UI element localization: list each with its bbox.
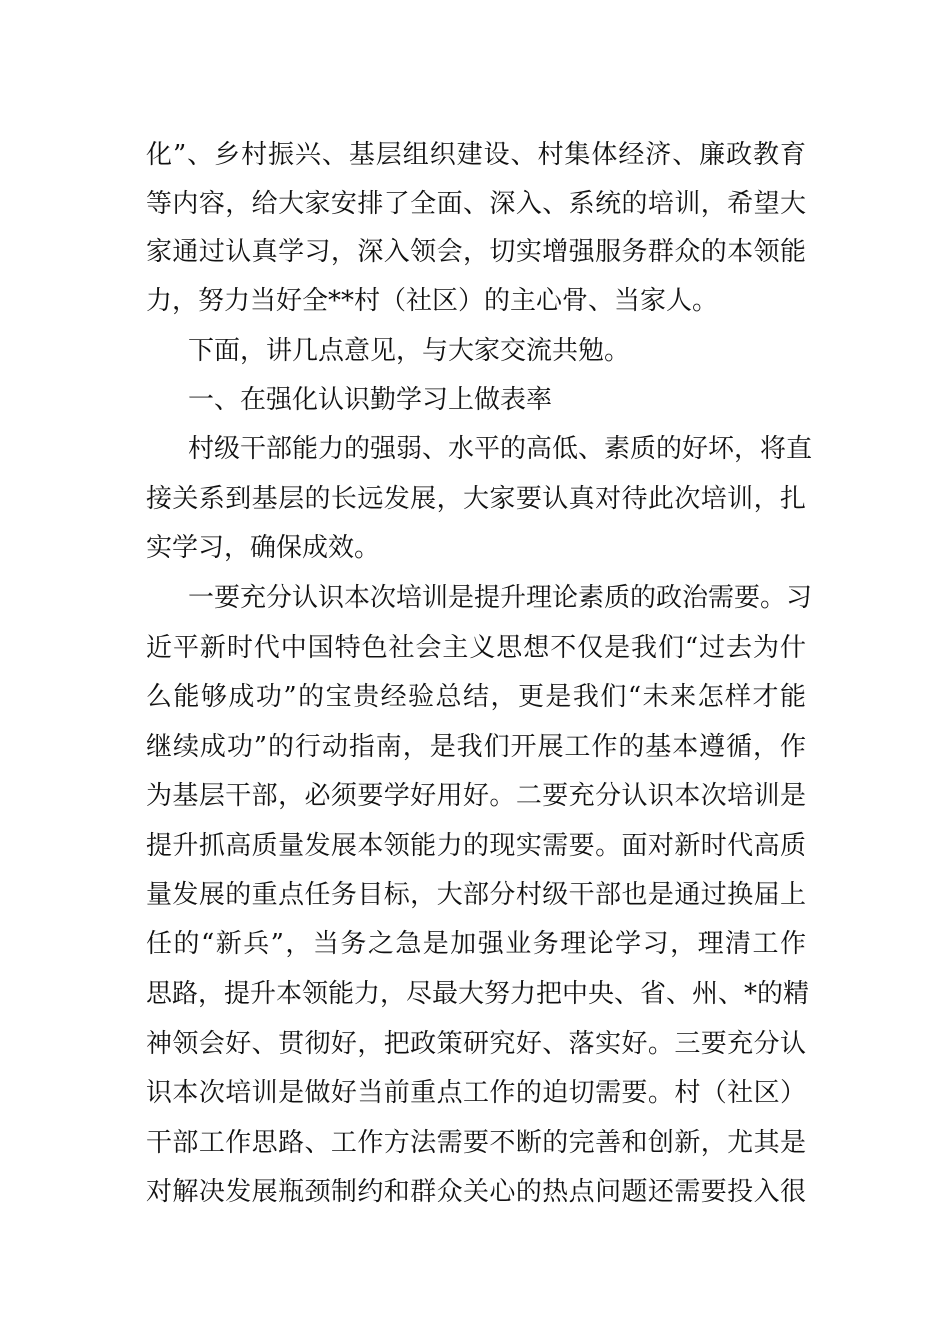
- paragraph-line: 力，努力当好全**村（社区）的主心骨、当家人。: [146, 286, 719, 316]
- paragraph-line: 思路，提升本领能力，尽最大努力把中央、省、州、*的精: [146, 979, 810, 1009]
- paragraph-line: 任的“新兵”，当务之急是加强业务理论学习，理清工作: [146, 929, 806, 959]
- paragraph-line: 近平新时代中国特色社会主义思想不仅是我们“过去为什: [146, 633, 806, 663]
- paragraph-line: 下面，讲几点意见，与大家交流共勉。: [188, 336, 631, 366]
- paragraph-line: 村级干部能力的强弱、水平的高低、素质的好坏，将直: [188, 434, 813, 464]
- paragraph-line: 识本次培训是做好当前重点工作的迫切需要。村（社区）: [146, 1078, 806, 1108]
- paragraph-line: 家通过认真学习，深入领会，切实增强服务群众的本领能: [146, 237, 806, 267]
- paragraph-line: 提升抓高质量发展本领能力的现实需要。面对新时代高质: [146, 831, 806, 861]
- paragraph-line: 继续成功”的行动指南，是我们开展工作的基本遵循，作: [146, 732, 806, 762]
- paragraph-line: 神领会好、贯彻好，把政策研究好、落实好。三要充分认: [146, 1029, 806, 1059]
- section-heading: 一、在强化认识勤学习上做表率: [188, 385, 553, 415]
- paragraph-line: 实学习，确保成效。: [146, 533, 381, 563]
- paragraph-line: 么能够成功”的宝贵经验总结，更是我们“未来怎样才能: [146, 682, 806, 712]
- paragraph-line: 量发展的重点任务目标，大部分村级干部也是通过换届上: [146, 880, 806, 910]
- paragraph-line: 对解决发展瓶颈制约和群众关心的热点问题还需要投入很: [146, 1177, 806, 1207]
- paragraph-line: 等内容，给大家安排了全面、深入、系统的培训，希望大: [146, 189, 806, 219]
- paragraph-line: 化”、乡村振兴、基层组织建设、村集体经济、廉政教育: [146, 140, 806, 170]
- paragraph-line: 一要充分认识本次培训是提升理论素质的政治需要。习: [188, 583, 813, 613]
- paragraph-line: 为基层干部，必须要学好用好。二要充分认识本次培训是: [146, 781, 806, 811]
- paragraph-line: 接关系到基层的长远发展，大家要认真对待此次培训，扎: [146, 484, 806, 514]
- paragraph-line: 干部工作思路、工作方法需要不断的完善和创新，尤其是: [146, 1128, 806, 1158]
